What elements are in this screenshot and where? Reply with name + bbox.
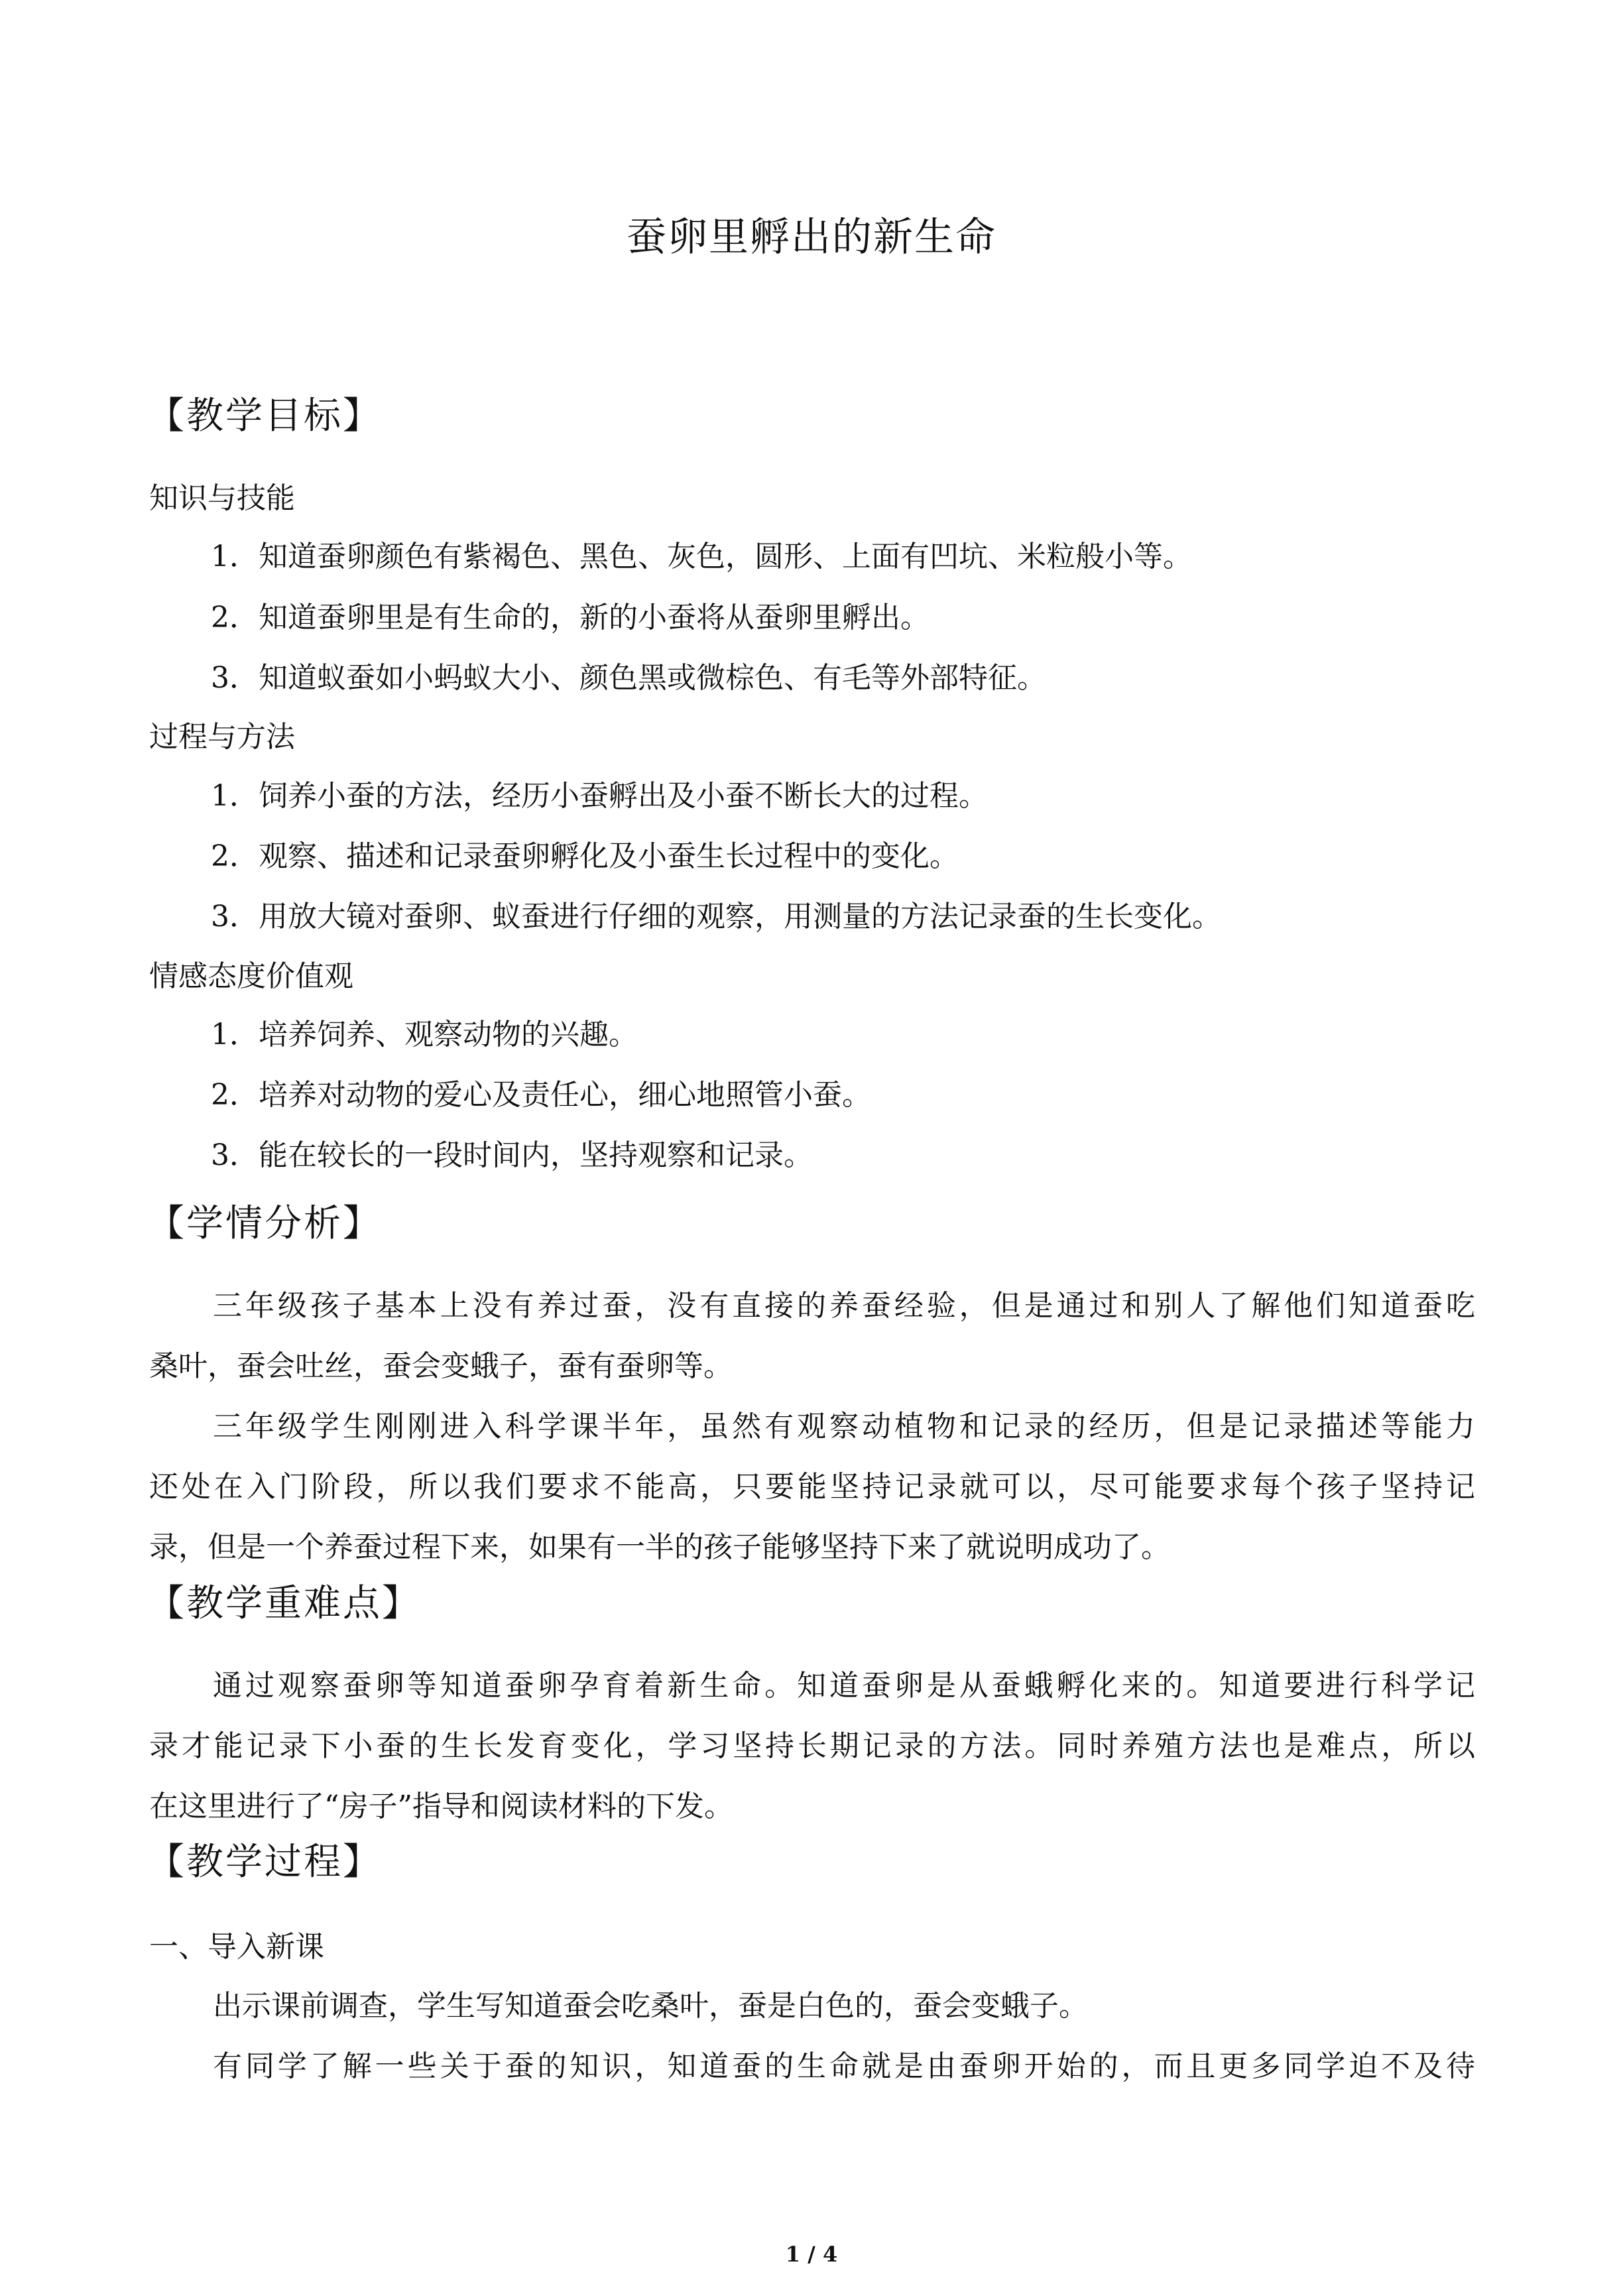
list-item: 2．知道蚕卵里是有生命的，新的小蚕将从蚕卵里孵出。 [211,601,930,634]
paragraph-key-difficulties [149,1666,1475,1847]
subheading-intro: 一、导入新课 [149,1930,324,1964]
page-number: 1 / 4 [785,2242,838,2267]
paragraph-intro-continued [149,2047,1475,2107]
subheading-process-method: 过程与方法 [149,720,295,754]
list-item: 3．知道蚁蚕如小蚂蚁大小、颜色黑或微棕色、有毛等外部特征。 [211,661,1046,695]
paragraph-line: 出示课前调查，学生写知道蚕会吃桑叶，蚕是白色的，蚕会变蛾子。 [213,1989,1088,2023]
page-title: 蚕卵里孵出的新生命 [627,214,996,261]
list-item: 1．知道蚕卵颜色有紫褐色、黑色、灰色，圆形、上面有凹坑、米粒般小等。 [211,540,1192,574]
paragraph-line: 有同学了解一些关于蚕的知识，知道蚕的生命就是由蚕卵开始的，而且更多同学迫不及待 [213,2049,1475,2083]
list-item: 2．观察、描述和记录蚕卵孵化及小蚕生长过程中的变化。 [211,839,959,873]
subheading-knowledge-skills: 知识与技能 [149,481,295,515]
heading-key-difficulties: 【教学重难点】 [147,1582,421,1625]
paragraph-line: 三年级孩子基本上没有养过蚕，没有直接的养蚕经验，但是通过和别人了解他们知道蚕吃 [213,1289,1475,1323]
heading-teaching-goals: 【教学目标】 [147,394,382,438]
paragraph-line: 桑叶，蚕会吐丝，蚕会变蛾子，蚕有蚕卵等。 [149,1349,733,1383]
list-item: 1．饲养小蚕的方法，经历小蚕孵出及小蚕不断长大的过程。 [211,779,988,813]
paragraph-line: 录才能记录下小蚕的生长发育变化，学习坚持长期记录的方法。同时养殖方法也是难点，所以 [149,1729,1475,1763]
paragraph-analysis-2 [149,1407,1475,1588]
heading-teaching-process: 【教学过程】 [147,1841,382,1884]
list-item: 3．用放大镜对蚕卵、蚁蚕进行仔细的观察，用测量的方法记录蚕的生长变化。 [211,900,1221,934]
paragraph-line: 通过观察蚕卵等知道蚕卵孕育着新生命。知道蚕卵是从蚕蛾孵化来的。知道要进行科学记 [213,1669,1475,1703]
list-item: 3．能在较长的一段时间内，坚持观察和记录。 [211,1138,813,1172]
paragraph-analysis-1 [149,1286,1475,1407]
paragraph-line: 录，但是一个养蚕过程下来，如果有一半的孩子能够坚持下来了就说明成功了。 [149,1530,1170,1564]
paragraph-line: 还处在入门阶段，所以我们要求不能高，只要能坚持记录就可以，尽可能要求每个孩子坚持记 [149,1470,1475,1504]
list-item: 1．培养饲养、观察动物的兴趣。 [211,1018,638,1052]
subheading-emotion-values: 情感态度价值观 [149,959,353,993]
paragraph-line: 在这里进行了“房子”指导和阅读材料的下发。 [149,1789,733,1823]
list-item: 2．培养对动物的爱心及责任心，细心地照管小蚕。 [211,1078,871,1112]
paragraph-line: 三年级学生刚刚进入科学课半年，虽然有观察动植物和记录的经历，但是记录描述等能力 [213,1410,1475,1443]
heading-student-analysis: 【学情分析】 [147,1202,382,1245]
